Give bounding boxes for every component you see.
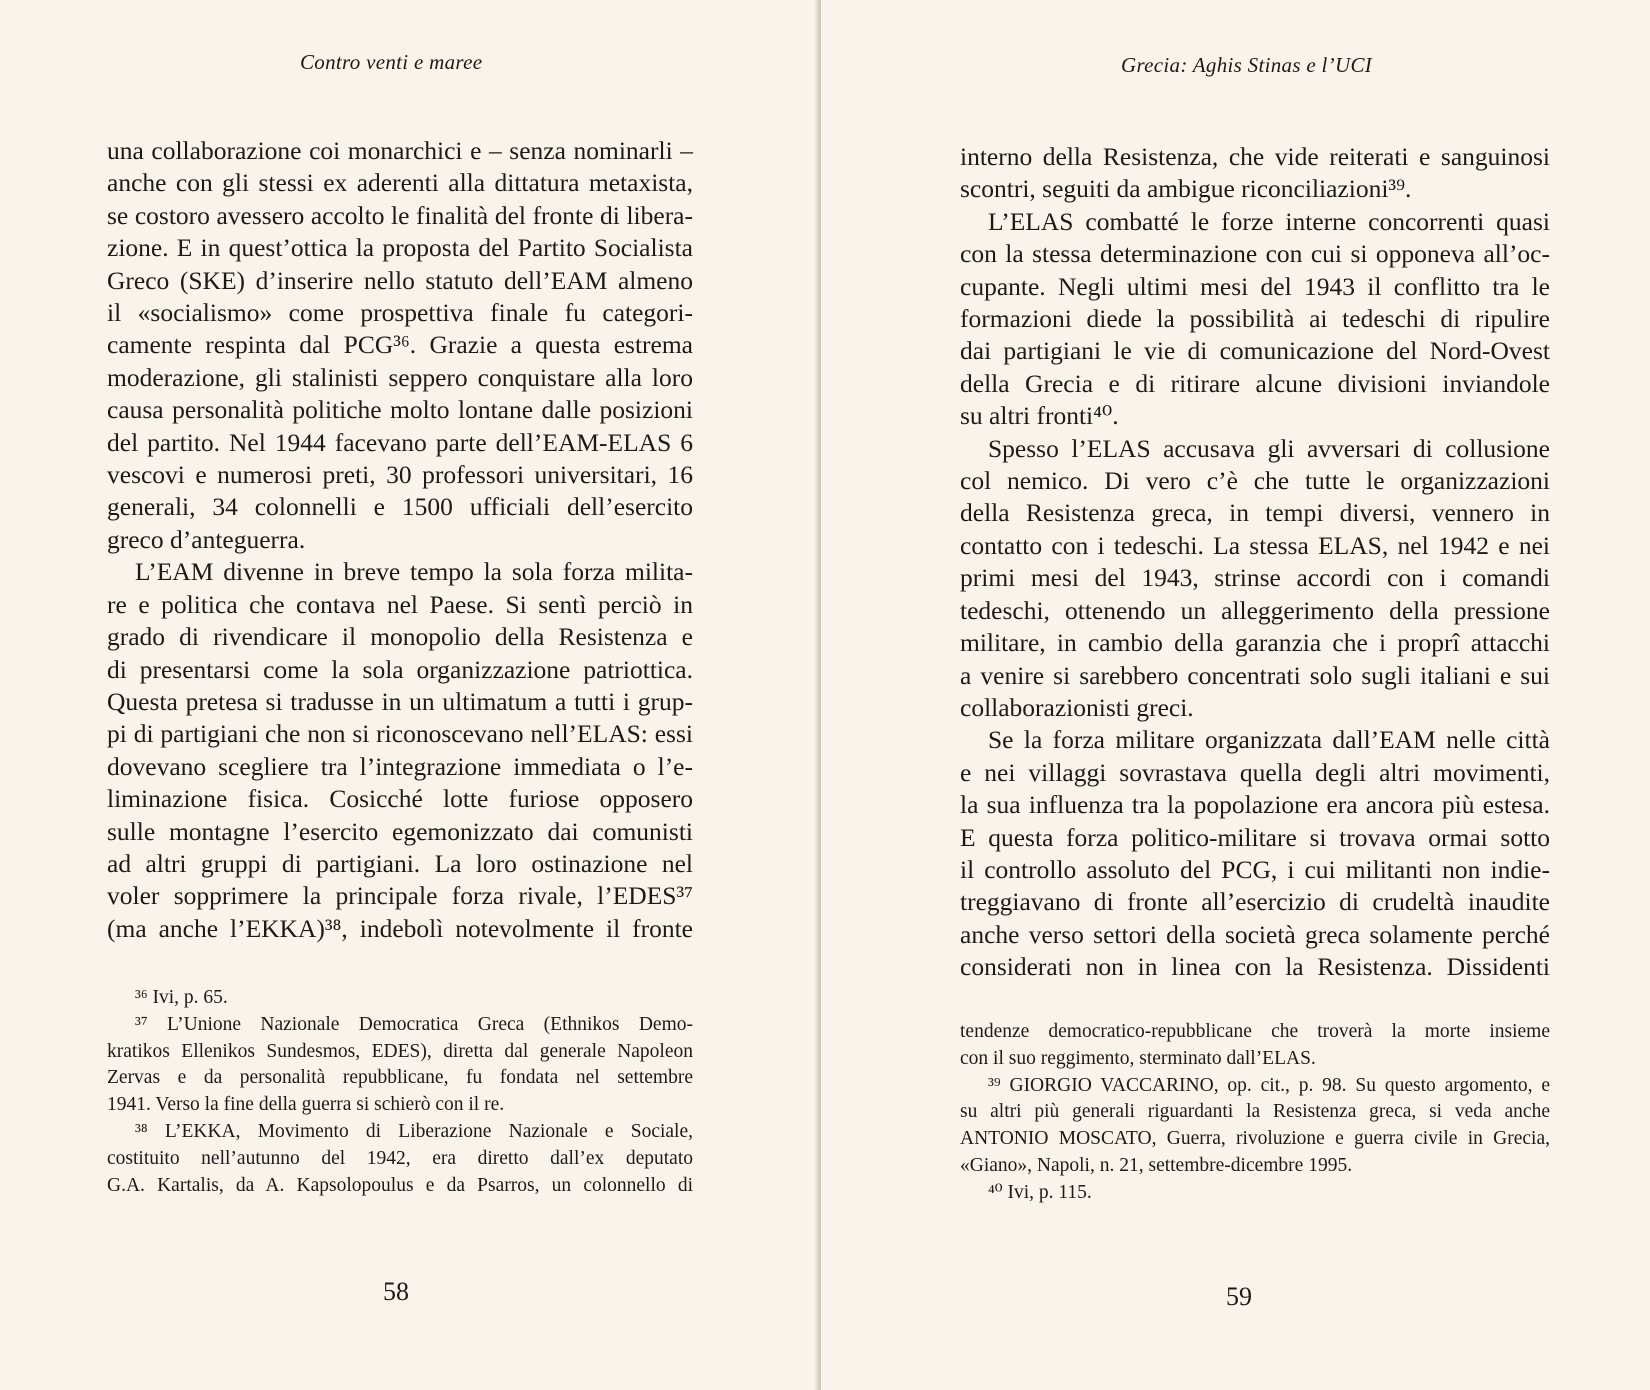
right-body-line: considerati non in linea con la Resistenza. Dissidenti: [960, 952, 1550, 982]
right-body-line: con la stessa determinazione con cui si opponeva all’oc-: [960, 239, 1550, 269]
right-body-line: militare, in cambio della garanzia che i proprî attacchi: [960, 628, 1550, 658]
left-body-line: re e politica che contava nel Paese. Si sentì perciò in: [107, 589, 693, 619]
left-footnotes: [107, 985, 693, 1199]
right-page-number: 59: [1226, 1282, 1252, 1311]
right-body-line: su altri fronti⁴⁰.: [960, 401, 1119, 431]
left-body-line: liminazione fisica. Cosicché lotte furiose opposero: [107, 784, 693, 814]
right-body-line: formazioni diede la possibilità ai tedeschi di ripulire: [960, 304, 1550, 334]
left-body-line: zione. E in quest’ottica la proposta del Partito Socialista: [107, 233, 693, 263]
right-body-line: E questa forza politico-militare si trovava ormai sotto: [960, 822, 1550, 852]
left-body-line: ad altri gruppi di partigiani. La loro ostinazione nel: [107, 848, 693, 878]
right-body-line: anche verso settori della società greca solamente perché: [960, 919, 1550, 949]
left-page-number: 58: [383, 1277, 409, 1306]
right-footnote-line: «Giano», Napoli, n. 21, settembre-dicembre 1995.: [960, 1154, 1353, 1176]
left-page: [0, 0, 818, 1390]
left-body-line: pi di partigiani che non si riconoscevano nell’ELAS: essi: [107, 719, 693, 749]
left-footnote-line: ³⁸ L’EKKA, Movimento di Liberazione Nazionale e Sociale,: [135, 1120, 693, 1142]
right-body-text: [960, 141, 1550, 984]
right-body-line: interno della Resistenza, che vide reiterati e sanguinosi: [960, 142, 1550, 171]
left-body-line: generali, 34 colonnelli e 1500 ufficiali dell’esercito: [107, 492, 693, 522]
right-body-line: Spesso l’ELAS accusava gli avversari di collusione: [988, 433, 1550, 463]
left-footnote-line: kratikos Ellenikos Sundesmos, EDES), diretta dal generale Napoleon: [107, 1040, 693, 1062]
left-footnote-line: ³⁷ L’Unione Nazionale Democratica Greca (Ethnikos Demo-: [135, 1013, 693, 1035]
left-body-line: greco d’anteguerra.: [107, 524, 306, 554]
left-body-line: vescovi e numerosi preti, 30 professori universitari, 16: [107, 460, 693, 490]
left-footnote-line: 1941. Verso la fine della guerra si schierò con il re.: [107, 1094, 505, 1116]
right-body-line: la sua influenza tra la popolazione era ancora più estesa.: [960, 790, 1550, 820]
left-body-line: L’EAM divenne in breve tempo la sola forza milita-: [135, 557, 693, 587]
left-footnote-line: ³⁶ Ivi, p. 65.: [135, 987, 228, 1008]
right-body-line: il controllo assoluto del PCG, i cui militanti non indie-: [960, 854, 1550, 884]
right-body-line: col nemico. Di vero c’è che tutte le organizzazioni: [960, 466, 1550, 496]
left-body-line: voler sopprimere la principale forza rivale, l’EDES³⁷: [107, 881, 693, 911]
right-footnote-line: ANTONIO MOSCATO, Guerra, rivoluzione e guerra civile in Grecia,: [960, 1128, 1550, 1150]
right-body-line: scontri, seguiti da ambigue riconciliazioni³⁹.: [960, 174, 1412, 204]
right-page: [821, 0, 1650, 1390]
right-body-line: treggiavano di fronte all’esercizio di crudeltà inaudite: [960, 887, 1550, 917]
right-body-line: cupante. Negli ultimi mesi del 1943 il conflitto tra le: [960, 271, 1550, 301]
right-footnote-line: ⁴⁰ Ivi, p. 115.: [988, 1181, 1092, 1203]
left-body-line: se costoro avessero accolto le finalità del fronte di libera-: [107, 200, 693, 230]
left-body-line: il «socialismo» come prospettiva finale fu categori-: [107, 298, 693, 328]
left-footnote-line: G.A. Kartalis, da A. Kapsolopoulus e da Psarros, un colonnello di: [107, 1174, 693, 1196]
left-running-head: Contro venti e maree: [300, 50, 483, 74]
left-body-line: anche con gli stessi ex aderenti alla dittatura metaxista,: [107, 168, 693, 198]
right-body-line: primi mesi del 1943, strinse accordi con i comandi: [960, 563, 1550, 593]
left-body-line: una collaborazione coi monarchici e – senza nominarli –: [107, 136, 693, 165]
right-body-line: contatto con i tedeschi. La stessa ELAS, nel 1942 e nei: [960, 530, 1550, 560]
left-body-line: di presentarsi come la sola organizzazione patriottica.: [107, 654, 693, 684]
left-body-line: Greco (SKE) d’inserire nello statuto dell’EAM almeno: [107, 265, 693, 295]
left-body-line: causa personalità politiche molto lontane dalle posizioni: [107, 395, 693, 425]
right-body-line: della Resistenza greca, in tempi diversi, vennero in: [960, 498, 1550, 528]
right-running-head: Grecia: Aghis Stinas e l’UCI: [1121, 53, 1373, 77]
right-body-line: Se la forza militare organizzata dall’EAM nelle città: [988, 725, 1550, 755]
left-body-line: dovevano scegliere tra l’integrazione immediata o l’e-: [107, 751, 693, 781]
right-body-line: della Grecia e di ritirare alcune divisioni inviandole: [960, 368, 1550, 398]
right-footnote-line: tendenze democratico-repubblicane che troverà la morte insieme: [960, 1021, 1550, 1042]
left-footnote-line: Zervas e da personalità repubblicane, fu fondata nel settembre: [107, 1067, 693, 1089]
right-body-line: tedeschi, ottenendo un alleggerimento della pressione: [960, 595, 1550, 625]
left-body-line: del partito. Nel 1944 facevano parte dell’EAM-ELAS 6: [107, 427, 693, 457]
left-body-line: moderazione, gli stalinisti seppero conquistare alla loro: [107, 362, 693, 392]
right-body-line: dai partigiani le vie di comunicazione del Nord-Ovest: [960, 336, 1550, 366]
right-footnote-line: con il suo reggimento, sterminato dall’ELAS.: [960, 1047, 1316, 1069]
left-body-line: grado di rivendicare il monopolio della Resistenza e: [107, 622, 693, 652]
left-footnote-line: costituito nell’autunno del 1942, era diretto dall’ex deputato: [107, 1147, 693, 1169]
right-footnote-line: ³⁹ GIORGIO VACCARINO, op. cit., p. 98. Su questo argomento, e: [988, 1074, 1550, 1096]
right-body-line: e nei villaggi sovrastava quella degli altri movimenti,: [960, 757, 1550, 787]
left-body-line: Questa pretesa si tradusse in un ultimatum a tutti i grup-: [107, 686, 693, 716]
right-body-line: collaborazionisti greci.: [960, 692, 1194, 722]
right-body-line: a venire si sarebbero concentrati solo sugli italiani e sui: [960, 660, 1550, 690]
right-footnotes: [960, 1019, 1550, 1207]
left-body-text: [107, 135, 693, 945]
right-footnote-line: su altri più generali riguardanti la Resistenza greca, si veda anche: [960, 1101, 1550, 1123]
left-body-line: (ma anche l’EKKA)³⁸, indebolì notevolmente il fronte: [107, 913, 693, 943]
right-body-line: L’ELAS combatté le forze interne concorrenti quasi: [988, 206, 1550, 236]
left-body-line: camente respinta dal PCG³⁶. Grazie a questa estrema: [107, 330, 693, 360]
left-body-line: sulle montagne l’esercito egemonizzato dai comunisti: [107, 816, 693, 846]
